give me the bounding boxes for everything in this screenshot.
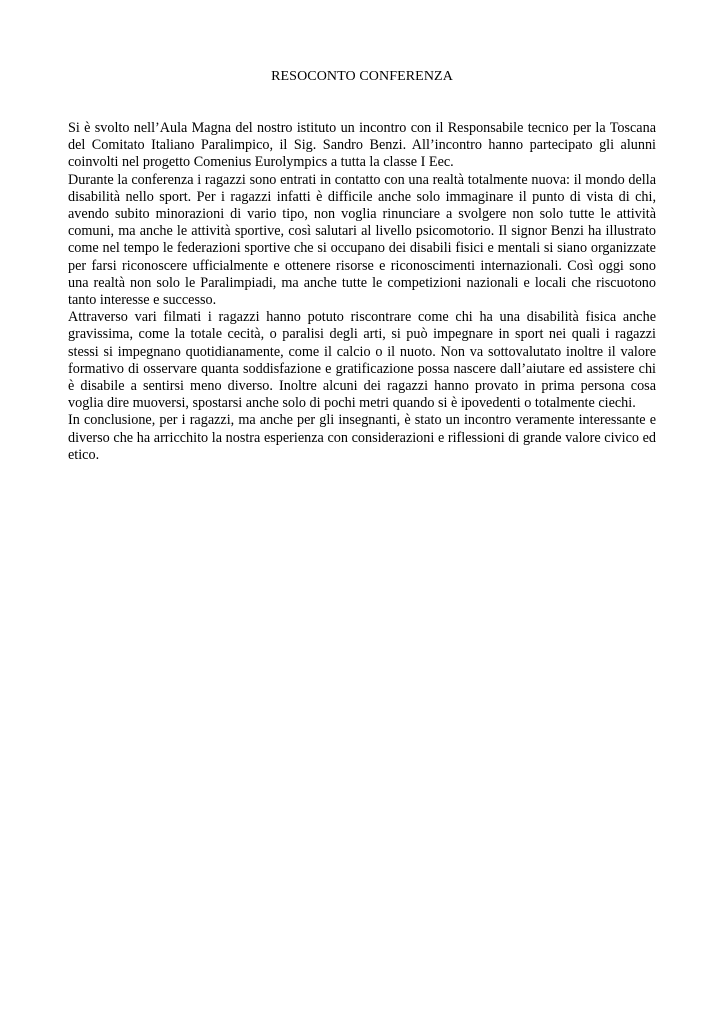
document-body — [68, 120, 656, 464]
paragraph-intro: Si è svolto nell’Aula Magna del nostro istituto un incontro con il Responsabile tecnico per la Toscana del Comitato Italiano Paralimpico, il Sig. Sandro Benzi. All’incontro hanno partecipato gli alunni coinvolti nel progetto Comenius Eurolympics a tutta la classe I Eec. — [68, 120, 656, 171]
paragraph-videos: Attraverso vari filmati i ragazzi hanno potuto riscontrare come chi ha una disabilità fisica anche gravissima, come la totale cecità, o paralisi degli arti, si può impegnare in sport nei quali i ragazzi stessi si impegnano quotidianamente, come il calcio o il nuoto. Non va sottovalutato inoltre il valore formativo di osservare quanta soddisfazione e gratificazione possa nascere dall’aiutare ed assistere chi è disabile a sentirsi meno diverso. Inoltre alcuni dei ragazzi hanno provato in prima persona cosa voglia dire muoversi, spostarsi anche solo di pochi metri quando si è ipovedenti o totalmente ciechi. — [68, 309, 656, 412]
paragraph-conclusion: In conclusione, per i ragazzi, ma anche per gli insegnanti, è stato un incontro veramente interessante e diverso che ha arricchito la nostra esperienza con considerazioni e riflessioni di grande valore civico ed etico. — [68, 412, 656, 463]
paragraph-conference: Durante la conferenza i ragazzi sono entrati in contatto con una realtà totalmente nuova: il mondo della disabilità nello sport. Per i ragazzi infatti è difficile anche solo immaginare il punto di vista di chi, avendo subito minorazioni di vario tipo, non voglia rinunciare a svolgere non solo tutte le attività comuni, ma anche le attività sportive, così salutari al livello psicomotorio. Il signor Benzi ha illustrato come nel tempo le federazioni sportive che si occupano dei disabili fisici e mentali si siano organizzate per farsi riconoscere ufficialmente e ottenere risorse e riconoscimenti internazionali. Così oggi sono una realtà non solo le Paralimpiadi, ma anche tutte le competizioni nazionali e locali che riscuotono tanto interesse e successo. — [68, 171, 656, 309]
document-title: RESOCONTO CONFERENZA — [271, 69, 453, 84]
